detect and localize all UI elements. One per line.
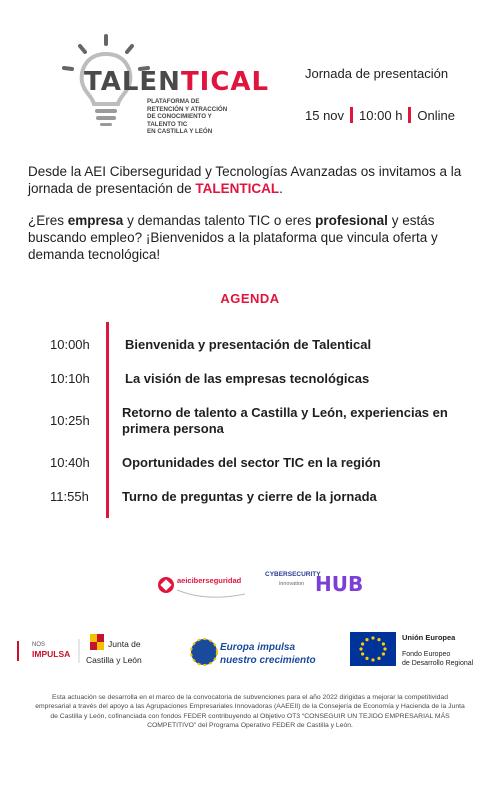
svg-text:Castilla y León: Castilla y León [86,655,142,665]
agenda-time: 10:40h [50,455,90,470]
svg-text:Europa impulsa: Europa impulsa [220,642,296,653]
union-europea-feder-logo [350,632,490,668]
svg-text:aeiciberseguridad: aeiciberseguridad [177,576,242,585]
svg-text:Fondo Europeo: Fondo Europeo [402,651,451,658]
agenda-title: AGENDA [220,291,280,306]
separator [408,107,411,123]
brand-tagline: PLATAFORMA DE RETENCIÓN Y ATRACCIÓN DE CONOCIMIENTO Y TALENTO TIC EN CASTILLA Y LEÓN [147,98,228,136]
svg-text:IMPULSA: IMPULSA [32,649,71,659]
invite-paragraph: ¿Eres empresa y demandas talento TIC o eres profesional y estás buscando empleo? ¡Bienvenidos a la plataforma que vincula oferta y demanda tecnológica! [28,213,438,262]
europa-impulsa-logo [190,636,316,668]
event-date: 15 nov [305,108,345,123]
event-details [305,107,455,123]
separator [350,107,353,123]
svg-text:innovation: innovation [279,581,305,587]
talentical-logo [58,30,270,140]
agenda-item: Oportunidades del sector TIC en la región [122,455,381,470]
event-type: Jornada de presentación [305,66,449,81]
aei-ciberseguridad-logo [157,568,249,602]
agenda-item: Bienvenida y presentación de Talentical [125,337,372,352]
funding-disclaimer: Esta actuación se desarrolla en el marco de la convocatoria de subvenciones para el año 2022 dirigidas a mejorar la competitividad empresarial a través del apoyo a las Agrupaciones Empresariales Innovadoras (AAEEII) de la Consejería de Economía y Hacienda de la Junta de Castilla y León, cofinanciada con fondos FEDER contribuyendo al Objetivo OT3 “CONSEGUIR UN TEJIDO EMPRESARIAL MÁS COMPETITIVO” del Programa Operativo FEDER de Castilla y León. [35,694,465,730]
svg-text:Unión Europea: Unión Europea [402,633,456,642]
agenda-divider [106,322,109,518]
svg-text:HUB: HUB [315,572,364,596]
agenda-time: 10:25h [50,413,90,428]
svg-text:nuestro crecimiento: nuestro crecimiento [220,655,316,666]
event-time: 10:00 h [359,108,403,123]
svg-text:NOS: NOS [32,642,46,648]
nos-impulsa-logo [18,635,80,665]
svg-text:Junta de: Junta de [108,639,141,649]
svg-text:de Desarrollo Regional: de Desarrollo Regional [402,660,474,667]
agenda-time: 11:55h [50,489,89,504]
svg-text:CYBERSECURITY: CYBERSECURITY [265,571,321,578]
agenda-item: Retorno de talento a Castilla y León, experiencias en primera persona [122,405,448,436]
agenda-item: Turno de preguntas y cierre de la jornada [122,489,377,504]
agenda-time: 10:00h [50,337,90,352]
agenda-time: 10:10h [50,371,90,386]
brand-wordmark: TALENTICAL [84,67,270,97]
agenda-item: La visión de las empresas tecnológicas [125,371,370,386]
cybersecurity-hub-logo [265,565,364,599]
event-mode: Online [417,108,455,123]
intro-paragraph: Desde la AEI Ciberseguridad y Tecnologías Avanzadas os invitamos a la jornada de presentación de TALENTICAL. [28,164,462,196]
junta-castilla-leon-logo [86,632,156,670]
